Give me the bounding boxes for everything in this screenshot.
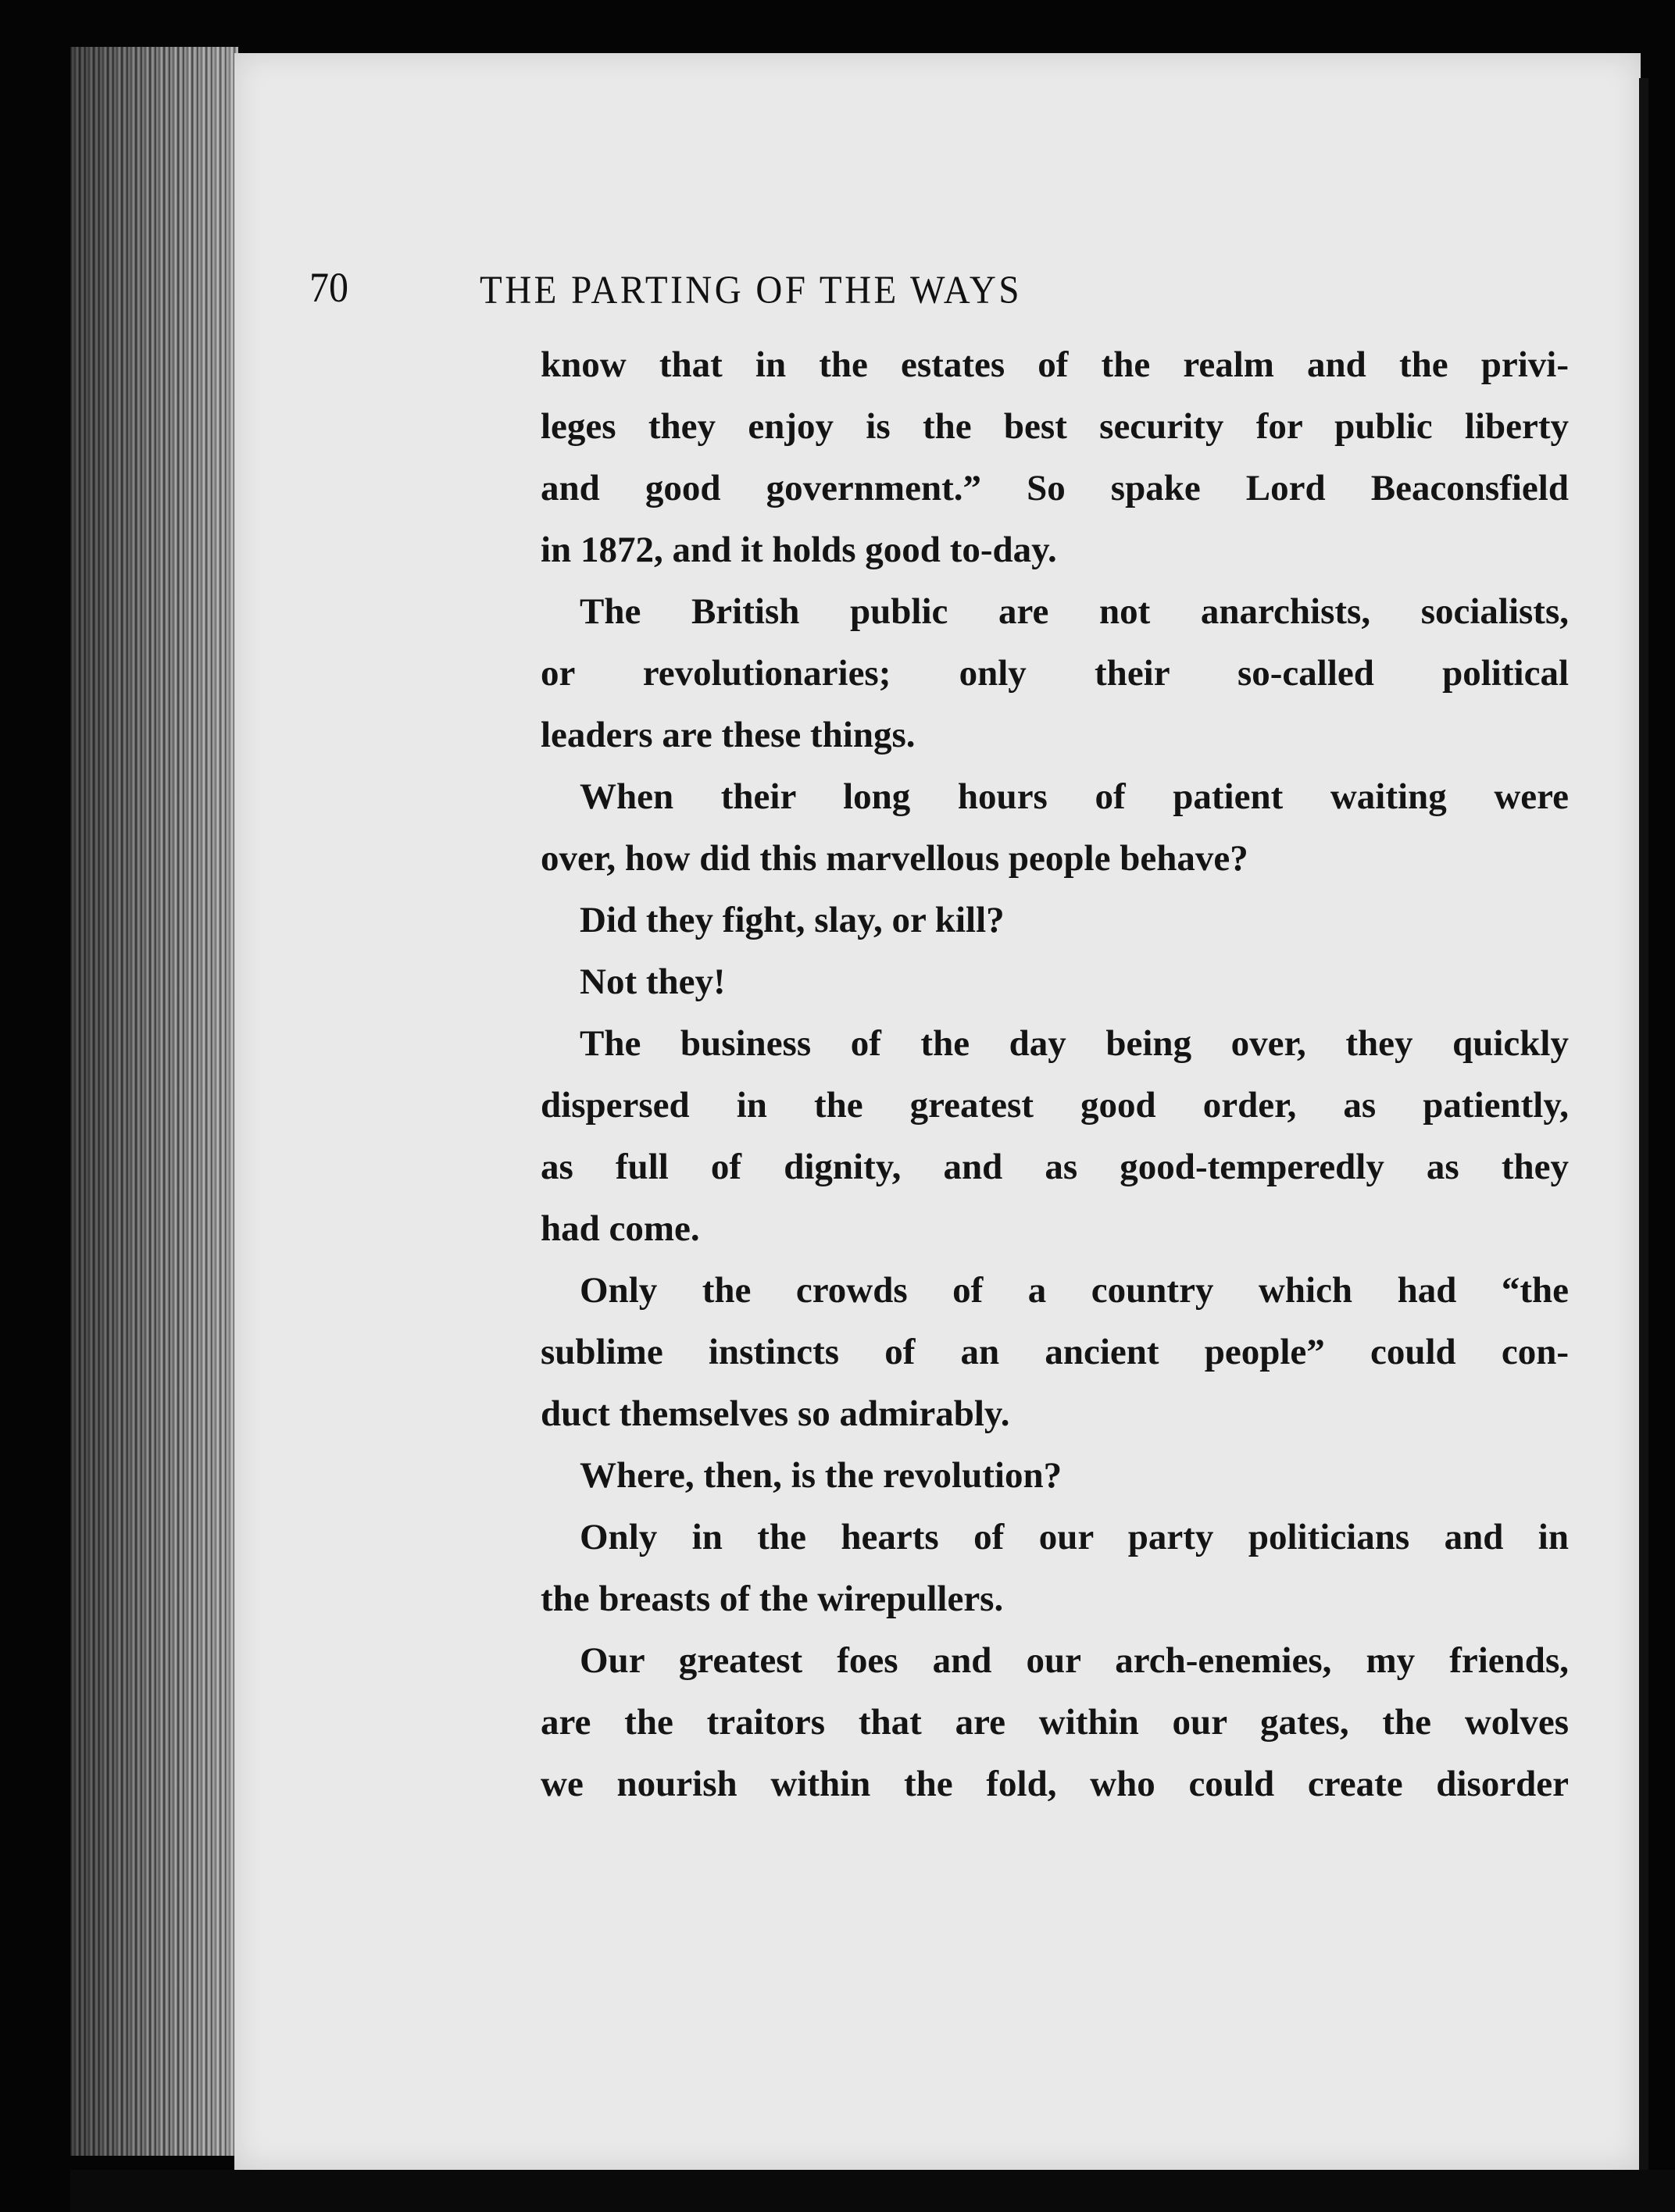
text-line: Our greatest foes and our arch-enemies, my friends, bbox=[580, 1640, 1569, 1681]
text-line: The business of the day being over, they quickly bbox=[580, 1023, 1569, 1064]
text-line: The British public are not anarchists, socialists, bbox=[580, 591, 1569, 632]
body-text bbox=[541, 334, 1569, 1815]
text-line: in 1872, and it holds good to-day. bbox=[541, 530, 1057, 570]
text-line: the breasts of the wirepullers. bbox=[541, 1579, 1004, 1619]
text-line: know that in the estates of the realm and the privi- bbox=[541, 344, 1569, 385]
text-line: Only the crowds of a country which had “the bbox=[580, 1270, 1569, 1311]
text-line: sublime instincts of an ancient people” could con- bbox=[541, 1332, 1569, 1372]
page-edges-shadow bbox=[70, 47, 238, 2156]
text-line: as full of dignity, and as good-temperedly as they bbox=[541, 1147, 1569, 1187]
text-line: Did they fight, slay, or kill? bbox=[580, 900, 1005, 940]
text-line: or revolutionaries; only their so-called political bbox=[541, 653, 1569, 694]
bottom-scan-border bbox=[70, 2170, 1675, 2212]
text-line: over, how did this marvellous people behave? bbox=[541, 838, 1248, 879]
running-title: THE PARTING OF THE WAYS bbox=[480, 268, 1023, 312]
right-margin-edge bbox=[1639, 78, 1648, 2187]
text-line: are the traitors that are within our gates, the wolves bbox=[541, 1702, 1569, 1743]
text-line: and good government.” So spake Lord Beaconsfield bbox=[541, 468, 1569, 508]
text-line: Only in the hearts of our party politicians and in bbox=[580, 1517, 1569, 1557]
text-line: leges they enjoy is the best security for public liberty bbox=[541, 406, 1569, 447]
text-line: Not they! bbox=[580, 962, 726, 1002]
page-number: 70 bbox=[309, 263, 348, 312]
running-head bbox=[309, 258, 1434, 328]
text-line: dispersed in the greatest good order, as patiently, bbox=[541, 1085, 1569, 1126]
text-line: we nourish within the fold, who could create disorder bbox=[541, 1764, 1569, 1804]
text-line: Where, then, is the revolution? bbox=[580, 1455, 1062, 1496]
text-line: When their long hours of patient waiting were bbox=[580, 776, 1569, 817]
text-line: had come. bbox=[541, 1208, 700, 1249]
text-line: duct themselves so admirably. bbox=[541, 1393, 1010, 1434]
text-line: leaders are these things. bbox=[541, 715, 916, 755]
